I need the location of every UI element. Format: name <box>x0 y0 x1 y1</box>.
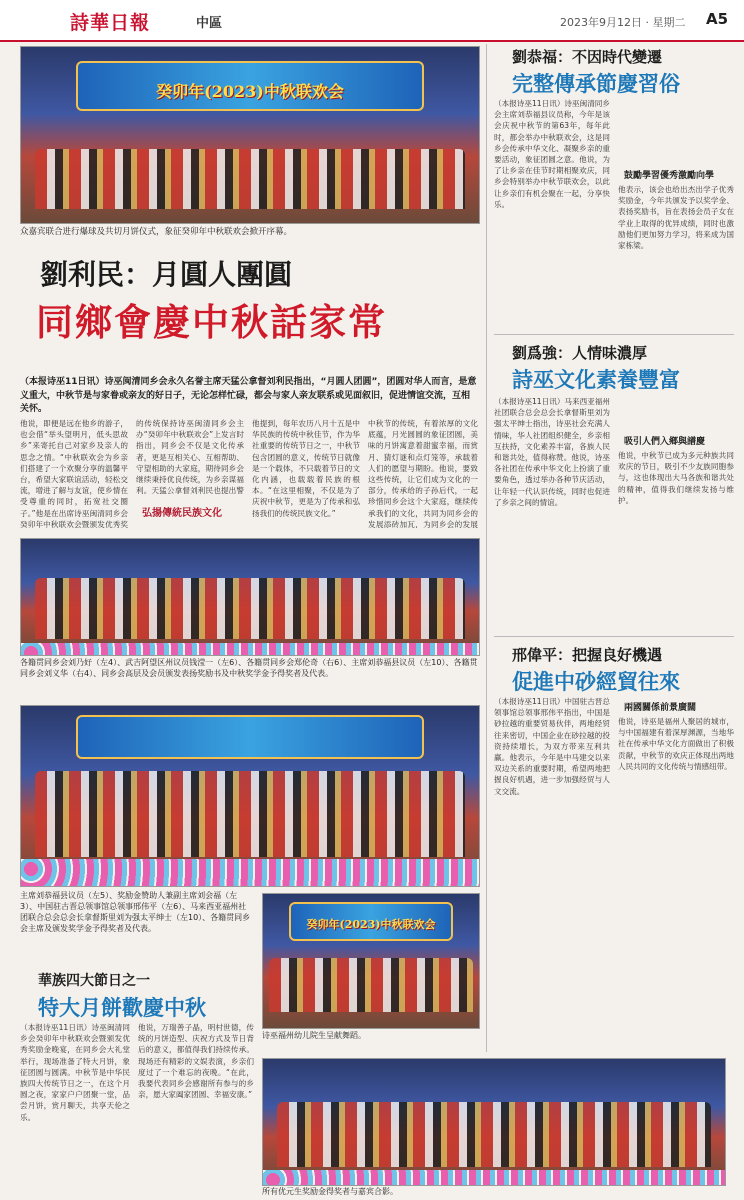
dance-photo-caption: 诗巫福州幼儿院生呈献舞蹈。 <box>262 1031 366 1040</box>
top-photo-caption: 众嘉宾联合进行爆球及共切月饼仪式，象征癸卯年中秋联欢会掀开序幕。 <box>20 227 293 237</box>
crowd-silhouette <box>277 1102 711 1168</box>
lower-col-2: 他说，万瑞善子晶，明村世德，传统的月饼造型、庆祝方式及节日背后的意义，都值得我们持续传承。现场还有精彩的文娱表演，乡亲们度过了一个难忘的夜晚。“在此，我要代表同乡会感谢所有参与的乡亲，愿大家阖家团圆、幸福安康。” <box>138 1023 254 1100</box>
award-photo-2-caption: 主席刘恭福县议员（左5）、奖励金赞助人兼副主席刘会福（左3）、中国驻古晋总领事馆总领事邢伟平（左6）、马来西亚福州社团联合总会总会长拿督斯里刘为强太平绅士（左10）、各籍贯同乡会主席及颁发奖学金予得奖者及代表。 <box>20 891 251 933</box>
main-col-3: 他提到，每年农历八月十五是中华民族的传统中秋佳节，作为华社重要的传统节日之一，中秋节包含团圆的意义，传统节日就像是一个载体，不只载着节日的文化内涵，也载载着民族的根本。“在这里相聚，不仅是为了庆祝中秋节，更是为了传承和弘扬我们的传统民族文化。” <box>252 419 360 518</box>
right-3-subhead: 兩國關係前景廣闊 <box>624 703 697 713</box>
photo-banner-text: 癸卯年(2023)中秋联欢会 <box>156 81 344 101</box>
right-2-subhead: 吸引人們入鄉與譜慶 <box>624 437 706 447</box>
right-1-headline: 完整傳承節慶習俗 <box>512 71 680 96</box>
right-2-col-1: （本报诗巫11日讯）马来西亚福州社团联合总会总会长拿督斯里刘为强太平绅士指出，诗巫社会充满人情味，华人社团组织健全，乡亲相互扶持，文化素养丰富，各族人民和谐共处，值得称赞。他说，诗巫各社团在传承中华文化上扮演了重要角色，透过举办各种节庆活动，让年轻一代认识传统，同时也促进了乡亲之间的情谊。 <box>494 397 610 507</box>
page-number: A5 <box>706 10 729 28</box>
photo-banner-text: 癸卯年(2023)中秋联欢会 <box>306 917 436 931</box>
main-headline: 同鄉會慶中秋話家常 <box>36 300 387 344</box>
right-2-headline: 詩巫文化素養豐富 <box>512 367 680 392</box>
balloon-row <box>21 643 479 655</box>
group-photo-caption: 所有优元生奖励金得奖者与嘉宾合影。 <box>262 1187 398 1196</box>
award-photo-1 <box>20 538 480 656</box>
group-photo <box>262 1058 726 1186</box>
photo-banner <box>76 61 424 111</box>
section-rule <box>494 334 734 335</box>
main-col-1: 他说，即便是远在他乡的游子，也会借“举头望明月，低头思故乡”来寄托自己对家乡及亲人的思念之情。“中秋联欢会为乡亲们搭建了一个欢聚分享的温馨平台，希望大家联谊活动，轻松交流，增进了解与友谊，使乡情在受尊重的同时，拓宽社交圈子。”他是在出席诗巫闽清同乡会癸卯年中秋联欢会暨颁发优秀奖 <box>20 419 128 528</box>
lower-headline: 特大月餅歡慶中秋 <box>38 995 206 1020</box>
section-rule <box>494 636 734 637</box>
balloon-row <box>21 859 479 886</box>
right-3-kicker: 邢偉平：把握良好機遇 <box>512 646 663 664</box>
crowd-silhouette <box>35 149 466 209</box>
right-2-col-2: 他说，中秋节已成为多元种族共同欢庆的节日，吸引不少友族同胞参与，这也体现出大马各族和谐共处的精神，值得我们继续发扬与维护。 <box>618 451 734 505</box>
main-col-4: 中秋节的传统，有着浓厚的文化底蕴，月光圆圆的象征团圆，美味的月饼寓意着甜蜜幸福，而赏月、猜灯谜和点灯笼等，承载着人们的愿望与期盼。他说，要致这些传统，让它们成为文化的一部分，传承给的子孙后代，一起珍惜同乡会这个大家庭，继续传承我们的文化，共同为同乡会的发展添砖加瓦，为同乡会的发展 <box>368 419 478 528</box>
award-photo-2 <box>20 705 480 887</box>
column-divider <box>486 44 487 1052</box>
right-1-col-1: （本报诗巫11日讯）诗巫闽清同乡会主席刘恭福县议员称，今年是该会庆祝中秋节的第63年，每年此时，都会举办中秋联欢会，这是同乡会传承中华文化、凝聚乡亲的重要活动，象征团圆之意。他说，为了让乡亲在佳节时期相聚欢庆，同乡会特别举办中秋节联欢会，以此让乡亲们有机会聚在一起，分享快乐。 <box>494 99 610 209</box>
newspaper-logo: 詩華日報 <box>70 12 151 34</box>
crowd-silhouette <box>269 958 472 1012</box>
right-1-col-2: 他表示，该会也给出杰出学子优秀奖励金，今年共颁发予以奖学金、表扬奖励书，旨在表扬会员子女在学业上取得的优异成绩，同时也激励他们更加努力学习，将来成为国家栋梁。 <box>618 185 734 251</box>
top-event-photo <box>20 46 480 224</box>
right-3-headline: 促進中砂經貿往來 <box>512 669 680 694</box>
main-kicker: 劉利民：月圓人團圓 <box>40 258 293 291</box>
issue-date: 2023年9月12日 · 星期二 <box>560 16 686 29</box>
balloon-row <box>263 1170 725 1185</box>
crowd-silhouette <box>35 578 466 638</box>
right-1-kicker: 劉恭福：不因時代變遷 <box>512 48 663 66</box>
right-1-subhead: 鼓勵學習優秀激勵向學 <box>624 171 715 181</box>
right-3-col-2: 他说，诗巫是福州人聚居的城市，与中国福建有着深厚渊源，当地华社在传承中华文化方面做出了积极贡献，中秋节的欢庆正体现出两地人民共同的文化传统与情感纽带。 <box>618 717 734 771</box>
lower-kicker: 華族四大節日之一 <box>38 973 150 989</box>
dance-photo <box>262 893 480 1029</box>
right-2-kicker: 劉爲強：人情味濃厚 <box>512 344 648 362</box>
lower-col-1: （本报诗巫11日讯）诗巫闽清同乡会癸卯年中秋联欢会暨颁发优秀奖励金晚宴，在同乡会大礼堂举行，现场准备了特大月饼，象征团圆与圆满。中秋节是中华民族四大传统节日之一，在这个月圆之夜，家家户户团聚一堂，品尝月饼，赏月聊天，共享天伦之乐。 <box>20 1023 130 1122</box>
section-label: 中區 <box>196 16 223 31</box>
photo-banner <box>289 902 453 941</box>
main-col-2: 的传统保持诗巫闽清同乡会主办“癸卯年中秋联欢会”上发言时指出，同乡会不仅是文化传承者，更是互相关心、互相帮助、守望相助的大家庭，期待同乡会继续秉持优良传统，为乡亲谋福利。天猛公拿督刘利民也提出警 <box>136 419 244 496</box>
photo-banner <box>76 715 424 759</box>
crowd-silhouette <box>35 771 466 857</box>
main-col-2-subhead: 弘揚傳統民族文化 <box>142 508 222 519</box>
main-lead: （本报诗巫11日讯）诗巫闽清同乡会永久名誉主席天猛公拿督刘利民指出，“月圆人团圆”，团圆对华人而言，是意义重大，中秋节是与家眷或亲友的好日子，无论怎样忙碌，都会与家人亲友联系或见面叙旧，促进情谊交流，互相关怀。 <box>20 377 477 414</box>
right-3-col-1: （本报诗巫11日讯）中国驻古晋总领事馆总领事邢伟平指出，中国是砂拉越的重要贸易伙伴，两地经贸往来密切，中国企业在砂拉越的投资持续增长，为双方带来互利共赢。他表示，今年是中马建交以来双边关系的重要时期，希望两地把握良好机遇，进一步加强经贸与人文交流。 <box>494 697 610 796</box>
award-photo-1-caption: 各籍贯同乡会刘乃好（左4）、武吉阿望区州议员钱滢一（左6）、各籍贯同乡会郑伦奇（右6）、主席刘恭福县议员（左10）、各籍贯同乡会刘义华（右4）、同乡会高层及会员颁发表扬奖励书及中秋奖学金予得奖者及代表。 <box>20 658 478 678</box>
